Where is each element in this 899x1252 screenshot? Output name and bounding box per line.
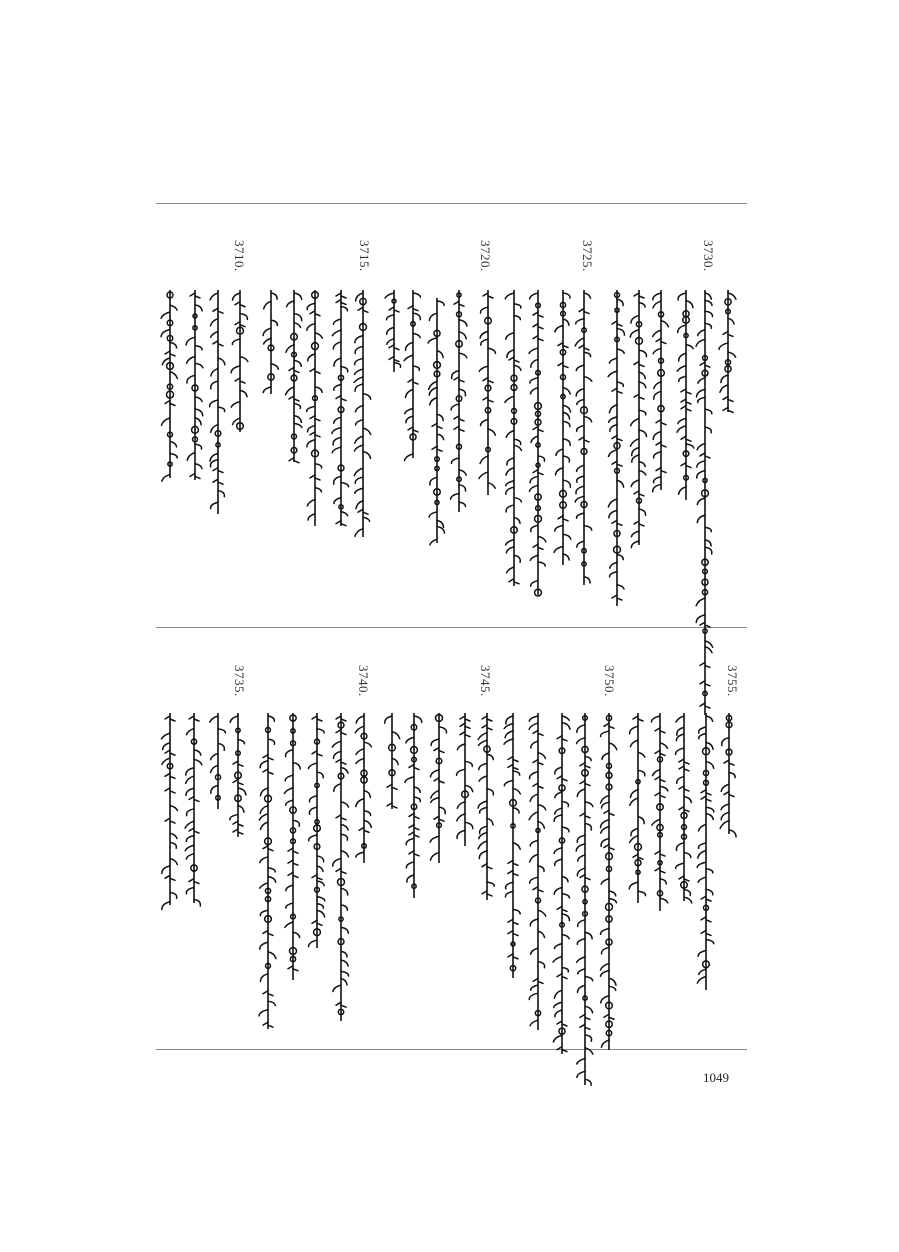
script-line [353,290,373,537]
script-line [403,290,423,458]
script-line [427,298,447,543]
verse-number: 3740. [356,665,371,697]
script-line [504,290,524,586]
script-line [651,290,671,490]
verse-number: 3755. [725,665,740,697]
script-line [503,713,523,978]
script-line [574,290,594,585]
script-line [208,713,228,809]
script-line [160,713,180,905]
top-divider [156,203,747,204]
verse-number: 3715. [357,240,372,272]
script-line [628,713,648,903]
script-line [429,713,449,863]
script-line [575,713,595,1085]
script-line [307,713,327,948]
script-line [331,713,351,1021]
script-line [553,290,573,565]
script-line [674,713,694,901]
script-line [331,290,351,526]
script-line [607,290,627,606]
script-line [552,713,572,1054]
script-line [599,713,619,1050]
script-line [284,290,304,462]
script-line [695,290,715,715]
script-line [185,290,205,480]
script-line [696,713,716,990]
script-line [650,713,670,911]
script-line [718,290,738,412]
script-line [384,290,404,372]
script-line [382,713,402,809]
script-line [676,290,696,500]
page-number: 1049 [703,1070,729,1085]
script-line [184,713,204,903]
verse-number: 3745. [478,665,493,697]
script-line [258,713,278,1029]
verse-number: 3725. [580,240,595,272]
script-line [160,290,180,478]
script-line [230,290,250,432]
verse-number: 3750. [602,665,617,697]
script-line [208,290,228,514]
verse-number: 3710. [232,240,247,272]
bottom-divider [156,1049,747,1050]
script-line [305,290,325,526]
verse-number: 3720. [478,240,493,272]
verse-number: 3730. [701,240,716,272]
script-line [719,713,739,834]
script-line [455,713,475,846]
script-line [449,290,469,512]
script-line [404,713,424,898]
script-line [354,713,374,863]
script-line [528,713,548,1030]
script-line [228,713,248,837]
script-line [478,290,498,495]
script-line [261,290,281,394]
script-line [283,713,303,980]
middle-divider [156,627,747,628]
script-line [629,290,649,545]
script-line [477,713,497,900]
verse-number: 3735. [232,665,247,697]
script-line [528,290,548,595]
